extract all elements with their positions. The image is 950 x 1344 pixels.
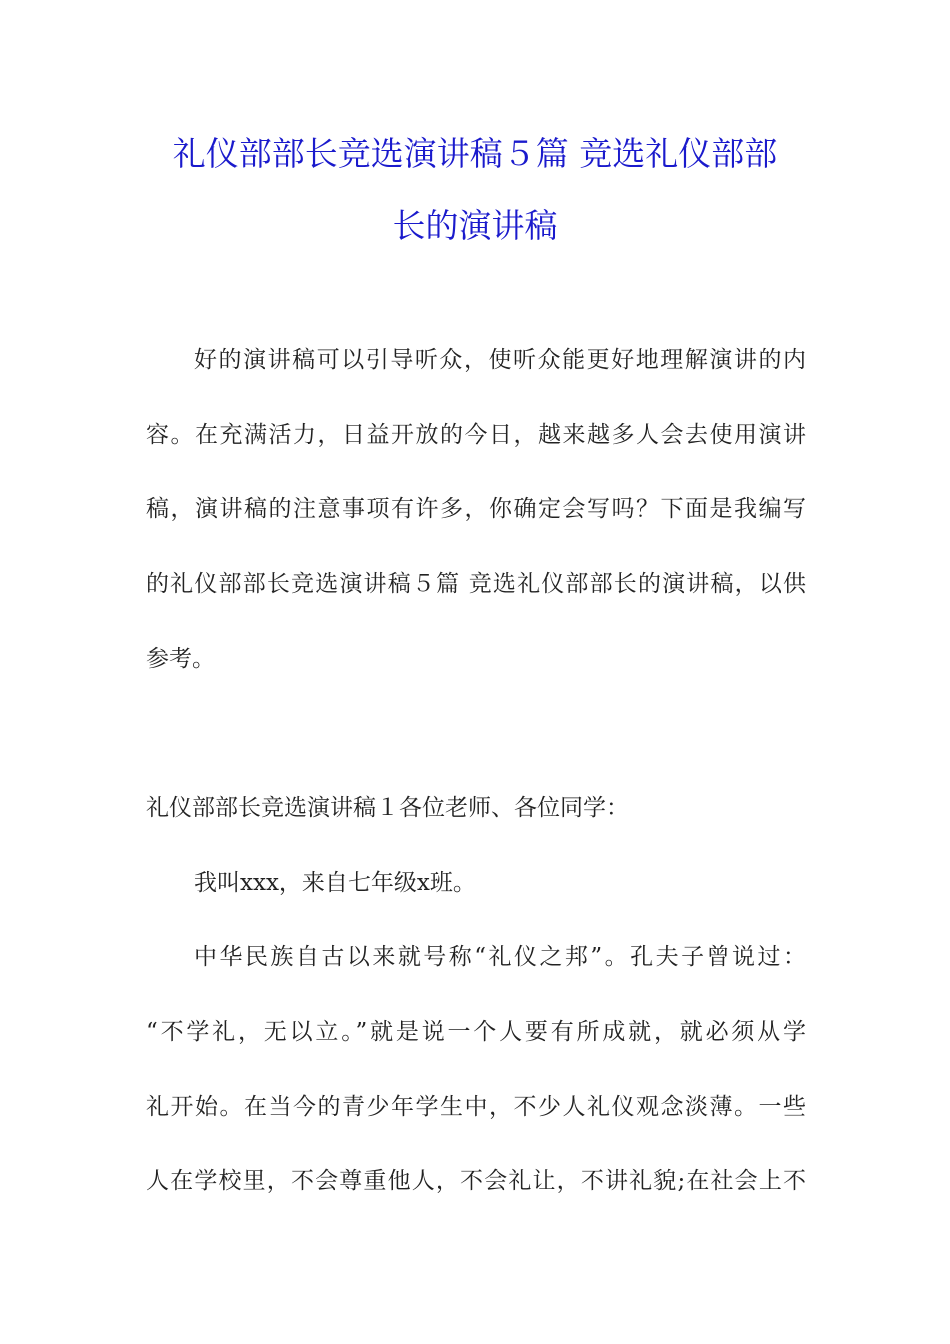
- intro-line-2: 容。在充满活力，日益开放的今日，越来越多人会去使用演讲: [146, 422, 806, 448]
- document-title-line-1: 礼仪部部长竞选演讲稿５篇 竞选礼仪部部: [172, 134, 778, 173]
- intro-line-1: 好的演讲稿可以引导听众，使听众能更好地理解演讲的内: [194, 347, 806, 373]
- intro-line-5: 参考。: [146, 646, 215, 672]
- speech-1-heading: 礼仪部部长竞选演讲稿１各位老师、各位同学：: [146, 795, 629, 821]
- speech-1-para-line-1: 中华民族自古以来就号称“礼仪之邦”。孔夫子曾说过：: [194, 944, 806, 970]
- speech-1-para-line-3: 礼开始。在当今的青少年学生中，不少人礼仪观念淡薄。一些: [146, 1094, 806, 1120]
- speech-1-para-line-4: 人在学校里，不会尊重他人，不会礼让，不讲礼貌;在社会上不: [146, 1168, 806, 1194]
- document-title-line-2: 长的演讲稿: [392, 206, 558, 245]
- speech-1-para-line-2: “不学礼，无以立。”就是说一个人要有所成就，就必须从学: [146, 1019, 806, 1045]
- intro-line-4: 的礼仪部部长竞选演讲稿５篇 竞选礼仪部部长的演讲稿，以供: [146, 571, 806, 597]
- speech-1-self-intro: 我叫xxx，来自七年级x班。: [194, 870, 476, 896]
- intro-line-3: 稿，演讲稿的注意事项有许多，你确定会写吗？下面是我编写: [146, 496, 806, 522]
